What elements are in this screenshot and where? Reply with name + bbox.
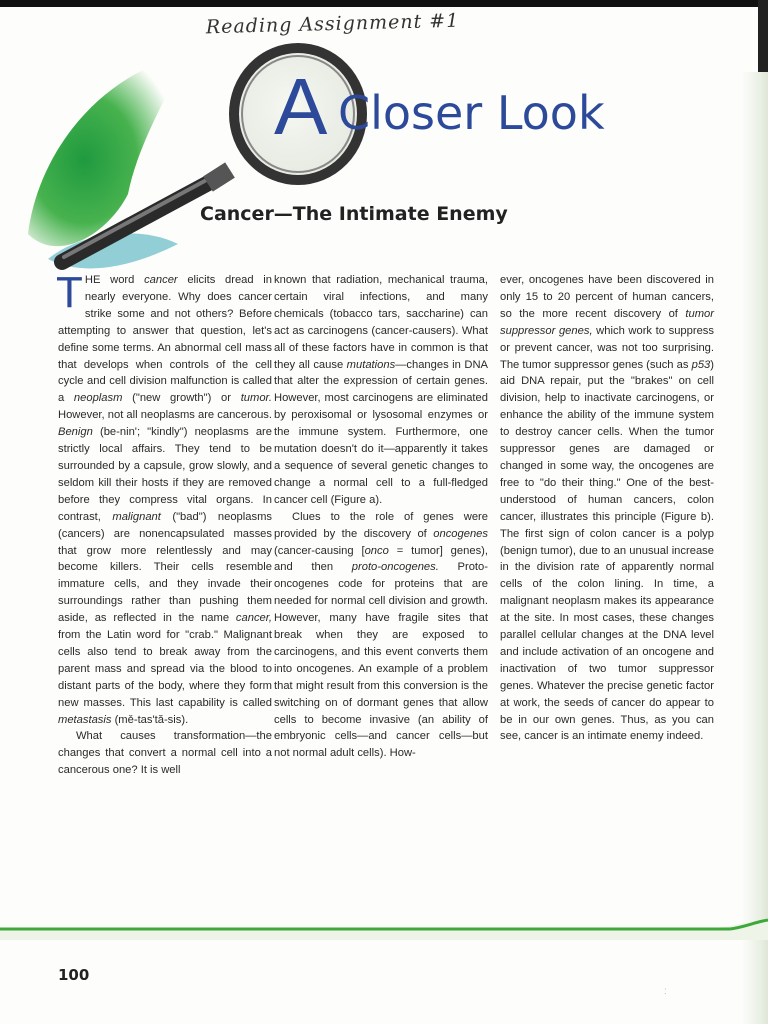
article-title — [270, 64, 610, 154]
term: cancer, — [235, 612, 272, 625]
term: oncogenes — [433, 527, 488, 540]
scan-shadow — [742, 72, 768, 1024]
text-run: (cancer-causing [ — [274, 544, 365, 557]
text-run: (mě-tas'tă-sis). — [111, 713, 189, 726]
text-column-1 — [56, 268, 273, 779]
term: tumor suppressor genes, — [500, 307, 714, 337]
text-run: HE word — [84, 274, 145, 286]
term: tumor. — [240, 392, 272, 405]
paragraph — [56, 268, 273, 728]
term: mutations — [346, 358, 396, 371]
text-run: ever, oncogenes have been discovered in only 15 to 20 percent of human cancers, so the more recent discovery of — [500, 274, 714, 320]
text-run: elicits dread in nearly everyone. Why does cancer strike some and not others? Before attempting to answer that question, let's define some terms. An abnormal cell mass that develops when controls of the cell cycle and cell division malfunction is called a — [58, 274, 273, 405]
term: neoplasm — [73, 392, 123, 405]
text-run: —changes in DNA that alter the expression of certain genes. However, most carcinogens are eliminated by peroxisomal or lysosomal enzymes or the immune system. Furthermore, one mutation doesn't do it—apparently it takes a sequence of several genetic changes to change a normal cell to a full-fledged cancer cell (Figure a). — [274, 358, 488, 506]
text-run: known that radiation, mechanical trauma, certain viral infections, and many chemicals (tobacco tars, saccharine) can act as carcinogens (cancer-causers). What all of these factors have in common is that they all cause — [274, 274, 488, 371]
page-number: 100 — [58, 966, 90, 984]
text-run: ) aid DNA repair, put the "brakes" on cell division, help to inactivate carcinogens, or enhance the ability of the immune system to destroy cancer cells. When the tumor suppressor genes are damaged or changed in some way, the oncogenes are free to "do their thing." One of the best-understood of human cancers, colon cancer, illustrates this principle (Figure b). The first sign of colon cancer is a polyp (benign tumor), due to an unusual increase in the division rate of apparently normal cells of the colon lining. In time, a malignant neoplasm makes its appearance at the site. In most cases, these changes parallel cellular changes at the DNA level and include activation of an oncogene and inactivation of two tumor suppressor genes. Whatever the precise genetic factor at work, the seeds of cancer do appear to be in our own genes. Thus, as you can see, cancer is an intimate enemy indeed. — [500, 358, 714, 743]
text-run: which work to suppress or prevent cancer, was not too surprising. The tumor suppressor genes (such as — [500, 324, 714, 371]
term: onco — [364, 544, 389, 557]
scan-top-edge — [0, 0, 768, 7]
text-run: (be-nin'; "kindly") neoplasms are strictly local affairs. They tend to be surrounded by a capsule, grow slowly, and seldom kill their hosts if they are removed before they compress vital organs. In contrast, — [58, 426, 272, 523]
drop-cap: T — [56, 268, 83, 317]
term: metastasis — [58, 713, 112, 726]
paragraph: What causes transformation—the changes that convert a normal cell into a cancerous one? It is well — [58, 730, 272, 777]
green-rule — [0, 918, 768, 940]
term: malignant — [112, 510, 161, 523]
text-run: However, not all neoplasms are cancerous. — [58, 409, 272, 422]
text-run: ("new growth") or — [122, 392, 241, 405]
term: p53 — [691, 358, 711, 371]
text-run: ("bad") neoplasms (cancers) are nonencapsulated masses that grow more relentlessly and may become killers. Their cells resemble immature cells, and they invade their surroundings rather than pushing them aside, as reflected in the name — [58, 510, 272, 625]
term: Benign — [58, 426, 93, 439]
text-run: Clues to the role of genes were provided by the discovery of — [274, 510, 488, 540]
handwritten-note: Reading Assignment #1 — [205, 9, 460, 39]
term: cancer — [144, 274, 178, 286]
scan-mark: : — [664, 986, 667, 997]
title-text: Closer Look — [338, 86, 605, 140]
paragraph — [274, 272, 488, 509]
text-run: Proto-oncogenes code for proteins that are needed for normal cell division and growth. However, many have fragile sites that break when they are exposed to carcinogens, and this event converts them into oncogenes. An example of a problem that might result from this conversion is the switching on of dormant genes that allow cells to become invasive (an ability of embryonic cells—and cancer cells—but not normal adult cells). How- — [274, 561, 488, 760]
scan-right-edge — [758, 0, 768, 72]
text-run: from the Latin word for "crab." Malignant cells also tend to break away from the parent mass and spread via the blood to distant parts of the body, where they form new masses. This last capability is called — [58, 629, 272, 709]
article-subtitle: Cancer—The Intimate Enemy — [200, 203, 508, 225]
title-initial: A — [274, 62, 328, 151]
term: proto-oncogenes. — [351, 561, 439, 574]
paragraph — [274, 509, 488, 763]
text-run: = tumor] genes), and then — [274, 544, 488, 574]
text-column-3 — [500, 272, 714, 745]
text-column-2 — [274, 272, 488, 762]
paragraph — [500, 272, 714, 745]
